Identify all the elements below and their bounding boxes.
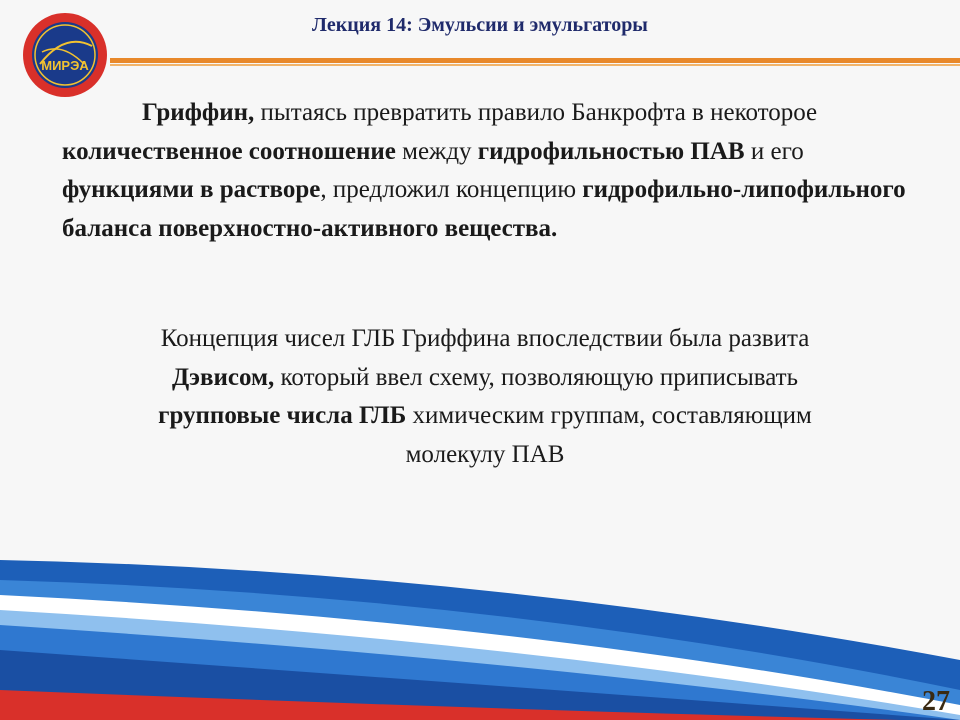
- page-title: Лекция 14: Эмульсии и эмульгаторы: [312, 14, 648, 36]
- logo-text: МИРЭА: [41, 58, 89, 73]
- text-bold: количественное соотношение: [62, 137, 396, 165]
- decorative-waves: [0, 540, 960, 720]
- header-divider: [110, 58, 960, 63]
- text-bold: Гриффин,: [142, 99, 255, 126]
- paragraph-griffin: [62, 94, 922, 248]
- text: между: [395, 137, 478, 165]
- text: пытаясь превратить правило Банкрофта в некоторое: [254, 99, 818, 126]
- text: и его: [744, 137, 804, 165]
- text-bold: гидрофильностью ПАВ: [477, 137, 745, 165]
- paragraph-davies: [120, 320, 850, 474]
- text-bold: функциями в растворе: [62, 176, 321, 203]
- text-bold: гидрофильно-липофильного баланса поверхностно-активного вещества.: [62, 176, 906, 242]
- text: химическим группам, составляющим молекулу ПАВ: [405, 402, 812, 468]
- text: который ввел схему, позволяющую приписывать: [274, 363, 799, 391]
- header-divider-thin: [110, 64, 960, 66]
- text-bold: групповые числа ГЛБ: [158, 402, 407, 429]
- text-bold: Дэвисом,: [171, 363, 275, 391]
- page-number: 27: [922, 686, 950, 717]
- text: , предложил концепцию: [320, 176, 583, 203]
- text: Концепция чисел ГЛБ Гриффина впоследствии была развита: [160, 325, 810, 352]
